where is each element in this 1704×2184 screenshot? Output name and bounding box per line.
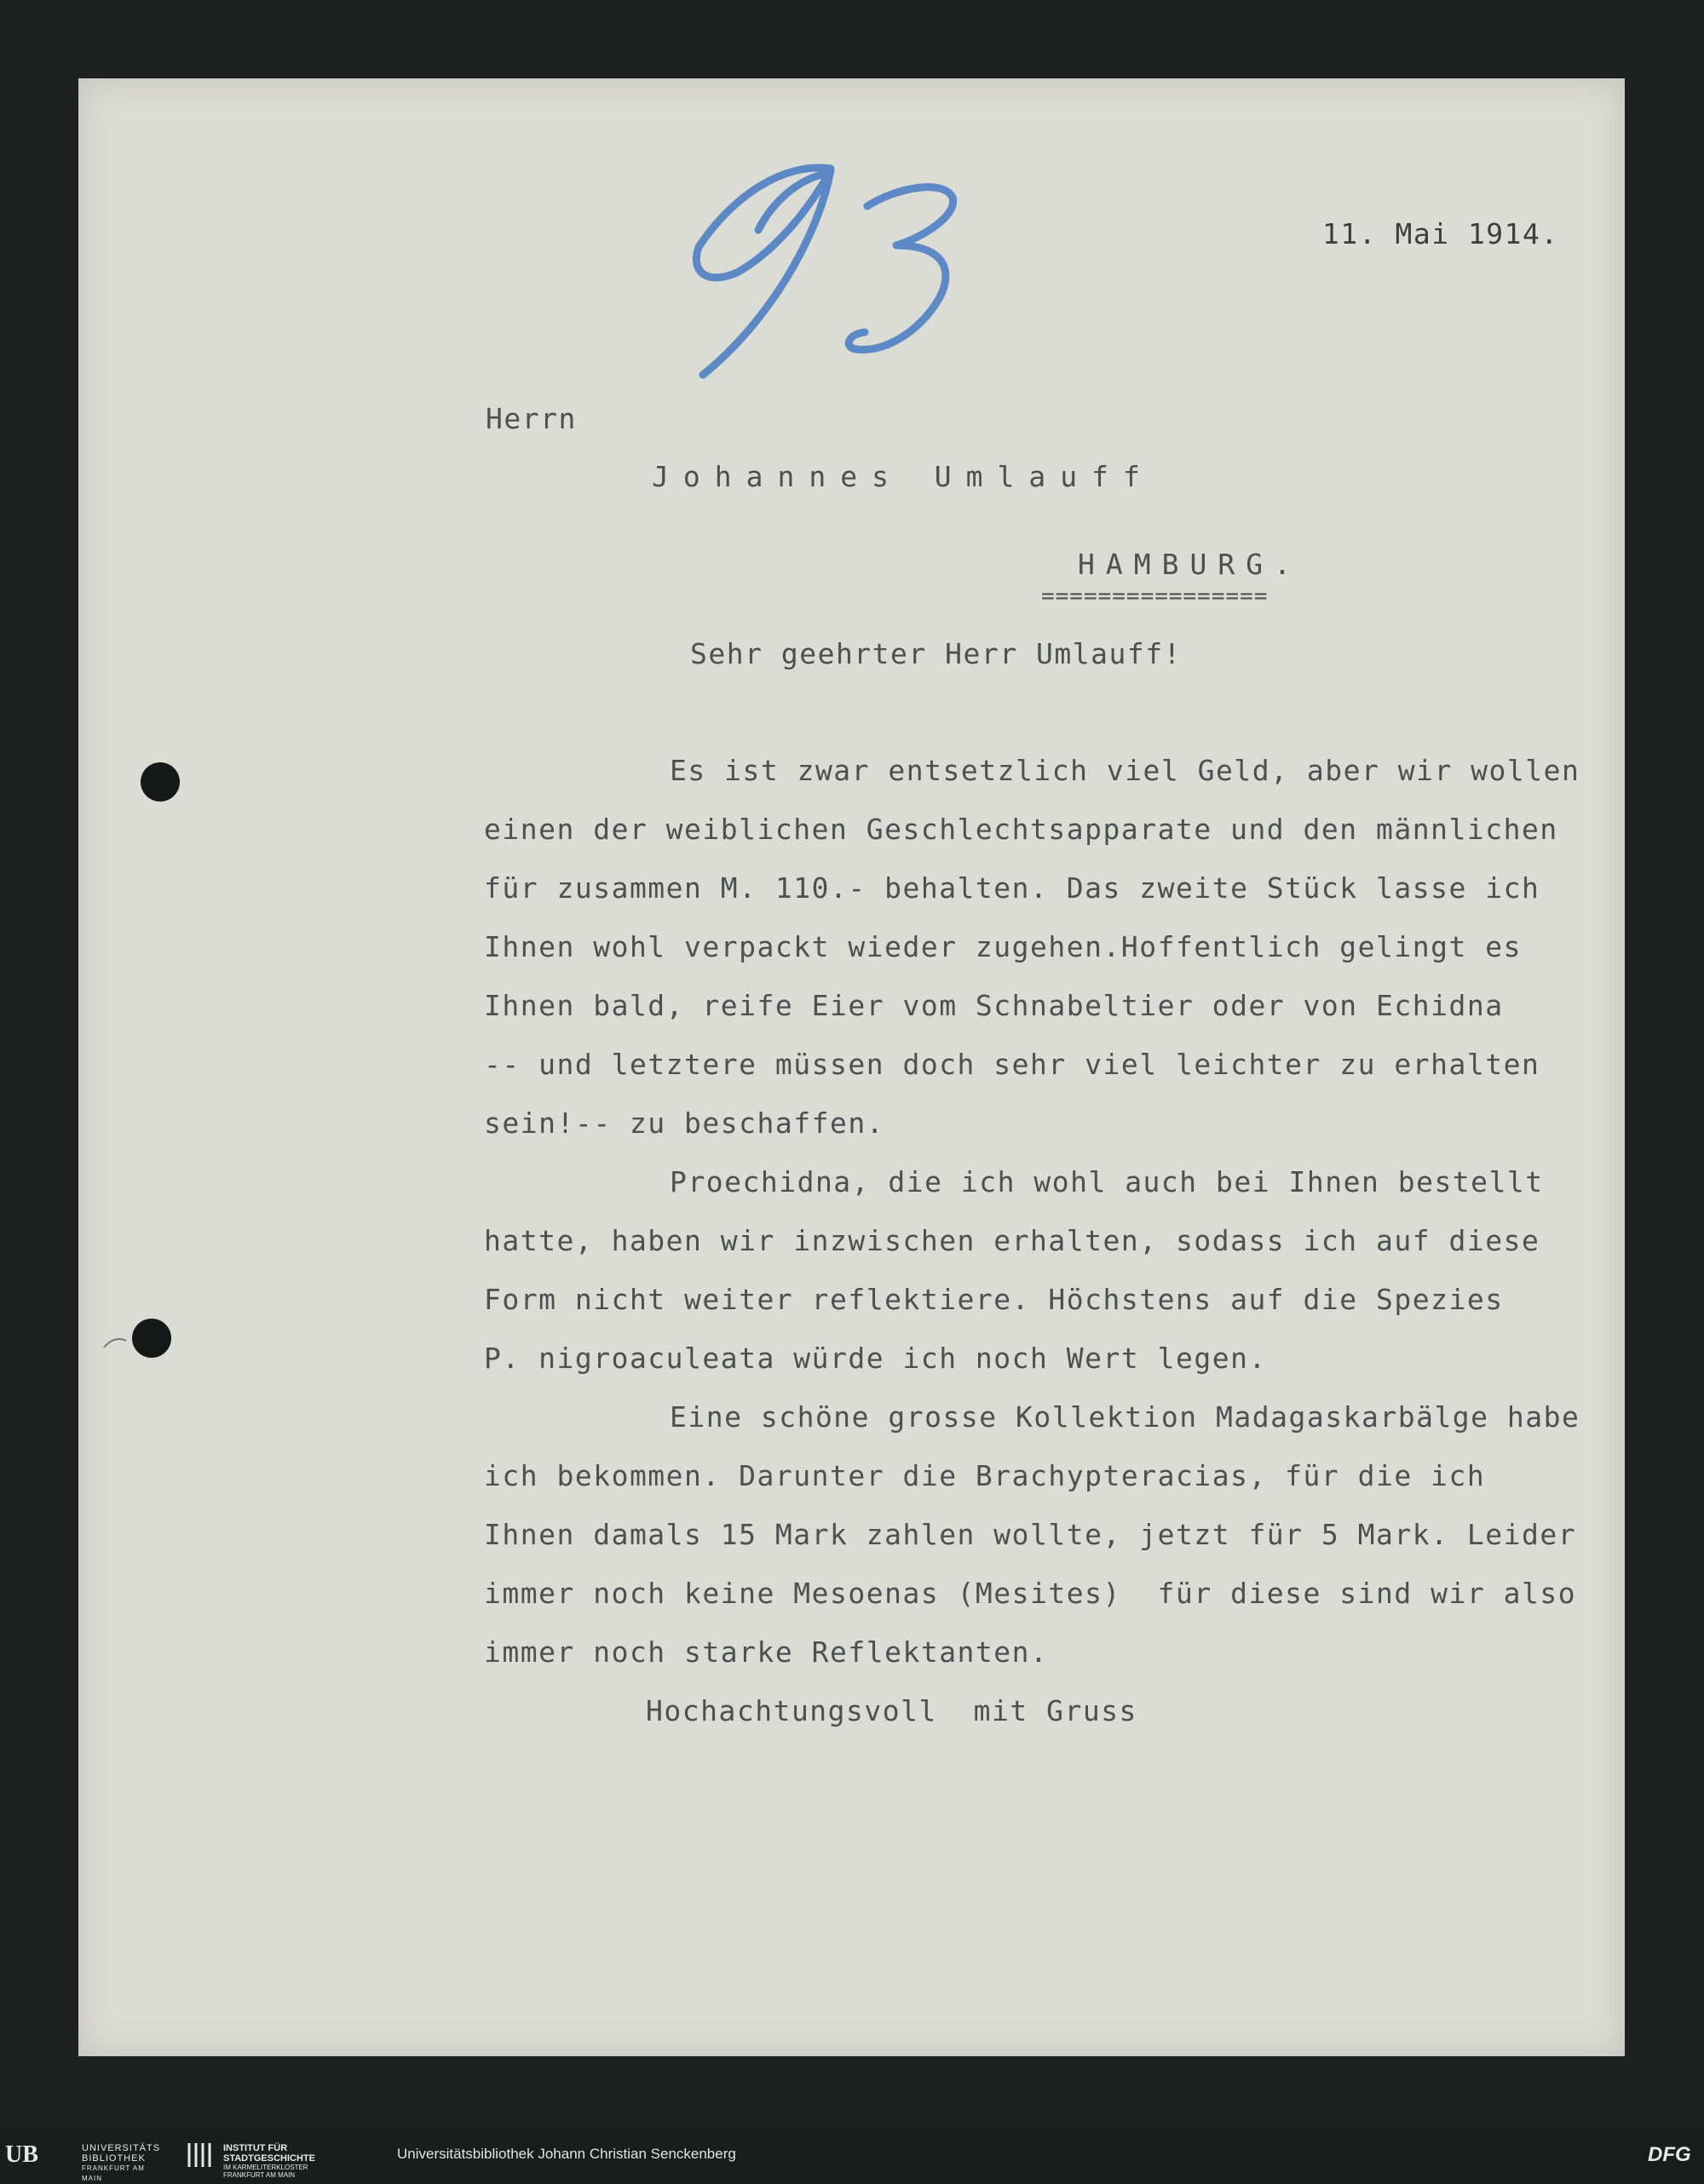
- isg-logo-lines: [223, 2143, 315, 2179]
- city-underline: ================: [1041, 583, 1269, 609]
- letter-body-line: Form nicht weiter reflektiere. Höchstens auf die Spezies: [484, 1283, 1504, 1316]
- letter-body-line: immer noch keine Mesoenas (Mesites) für diese sind wir also: [484, 1577, 1577, 1610]
- letter-body-line: Es ist zwar entsetzlich viel Geld, aber wir wollen: [670, 754, 1580, 787]
- letter-body-line: hatte, haben wir inzwischen erhalten, sodass ich auf diese: [484, 1224, 1540, 1257]
- salutation-herrn: Herrn: [486, 402, 577, 435]
- letter-body-line: immer noch starke Reflektanten.: [484, 1635, 1049, 1669]
- isg-building-icon: [186, 2141, 216, 2169]
- letter-body-line: Proechidna, die ich wohl auch bei Ihnen bestellt: [670, 1165, 1544, 1198]
- isg-logo[interactable]: [186, 2141, 356, 2179]
- greeting: Sehr geehrter Herr Umlauff!: [690, 637, 1182, 670]
- ub-logo-text: UB: [5, 2141, 38, 2168]
- letter-body-line: Ihnen bald, reife Eier vom Schnabeltier oder von Echidna: [484, 989, 1504, 1022]
- ub-logo-line: FRANKFURT AM MAIN: [82, 2164, 145, 2182]
- letter-date: 11. Mai 1914.: [1322, 217, 1559, 250]
- letter-body-line: einen der weiblichen Geschlechtsapparate und den männlichen: [484, 813, 1558, 846]
- dfg-logo[interactable]: DFG: [1648, 2143, 1691, 2166]
- ub-logo[interactable]: [5, 2141, 167, 2182]
- ub-logo-line: UNIVERSITÄTS: [82, 2143, 161, 2153]
- isg-logo-line: INSTITUT FÜR: [223, 2143, 288, 2153]
- letter-body-line: Ihnen wohl verpackt wieder zugehen.Hoffentlich gelingt es: [484, 930, 1522, 963]
- punch-hole-bottom: [132, 1319, 171, 1358]
- punch-hole-top: [141, 762, 180, 802]
- letter-body-line: -- und letztere müssen doch sehr viel leichter zu erhalten: [484, 1048, 1540, 1081]
- ub-logo-line: BIBLIOTHEK: [82, 2153, 146, 2164]
- isg-logo-line: STADTGESCHICHTE: [223, 2153, 315, 2164]
- letter-body-line: P. nigroaculeata würde ich noch Wert legen.: [484, 1342, 1267, 1375]
- letter-body-line: für zusammen M. 110.- behalten. Das zweite Stück lasse ich: [484, 871, 1540, 905]
- letter-body-line: Ihnen damals 15 Mark zahlen wollte, jetzt für 5 Mark. Leider: [484, 1518, 1577, 1551]
- letter-closing: Hochachtungsvoll mit Gruss: [646, 1694, 1137, 1727]
- recipient-name: Johannes Umlauff: [652, 460, 1154, 493]
- letter-body-line: Eine schöne grosse Kollektion Madagaskarbälge habe: [670, 1400, 1580, 1434]
- library-name-link[interactable]: Universitätsbibliothek Johann Christian Senckenberg: [397, 2146, 736, 2162]
- recipient-city: HAMBURG.: [1078, 548, 1302, 581]
- letter-body-line: sein!-- zu beschaffen.: [484, 1106, 885, 1140]
- isg-logo-line: FRANKFURT AM MAIN: [223, 2171, 296, 2179]
- isg-logo-line: IM KARMELITERKLOSTER: [223, 2164, 308, 2171]
- margin-pencil-mark: [102, 1329, 136, 1354]
- viewer-footer: [0, 2129, 1704, 2182]
- letter-body-line: ich bekommen. Darunter die Brachypteracias, für die ich: [484, 1459, 1486, 1492]
- handwritten-number-93: [673, 145, 980, 400]
